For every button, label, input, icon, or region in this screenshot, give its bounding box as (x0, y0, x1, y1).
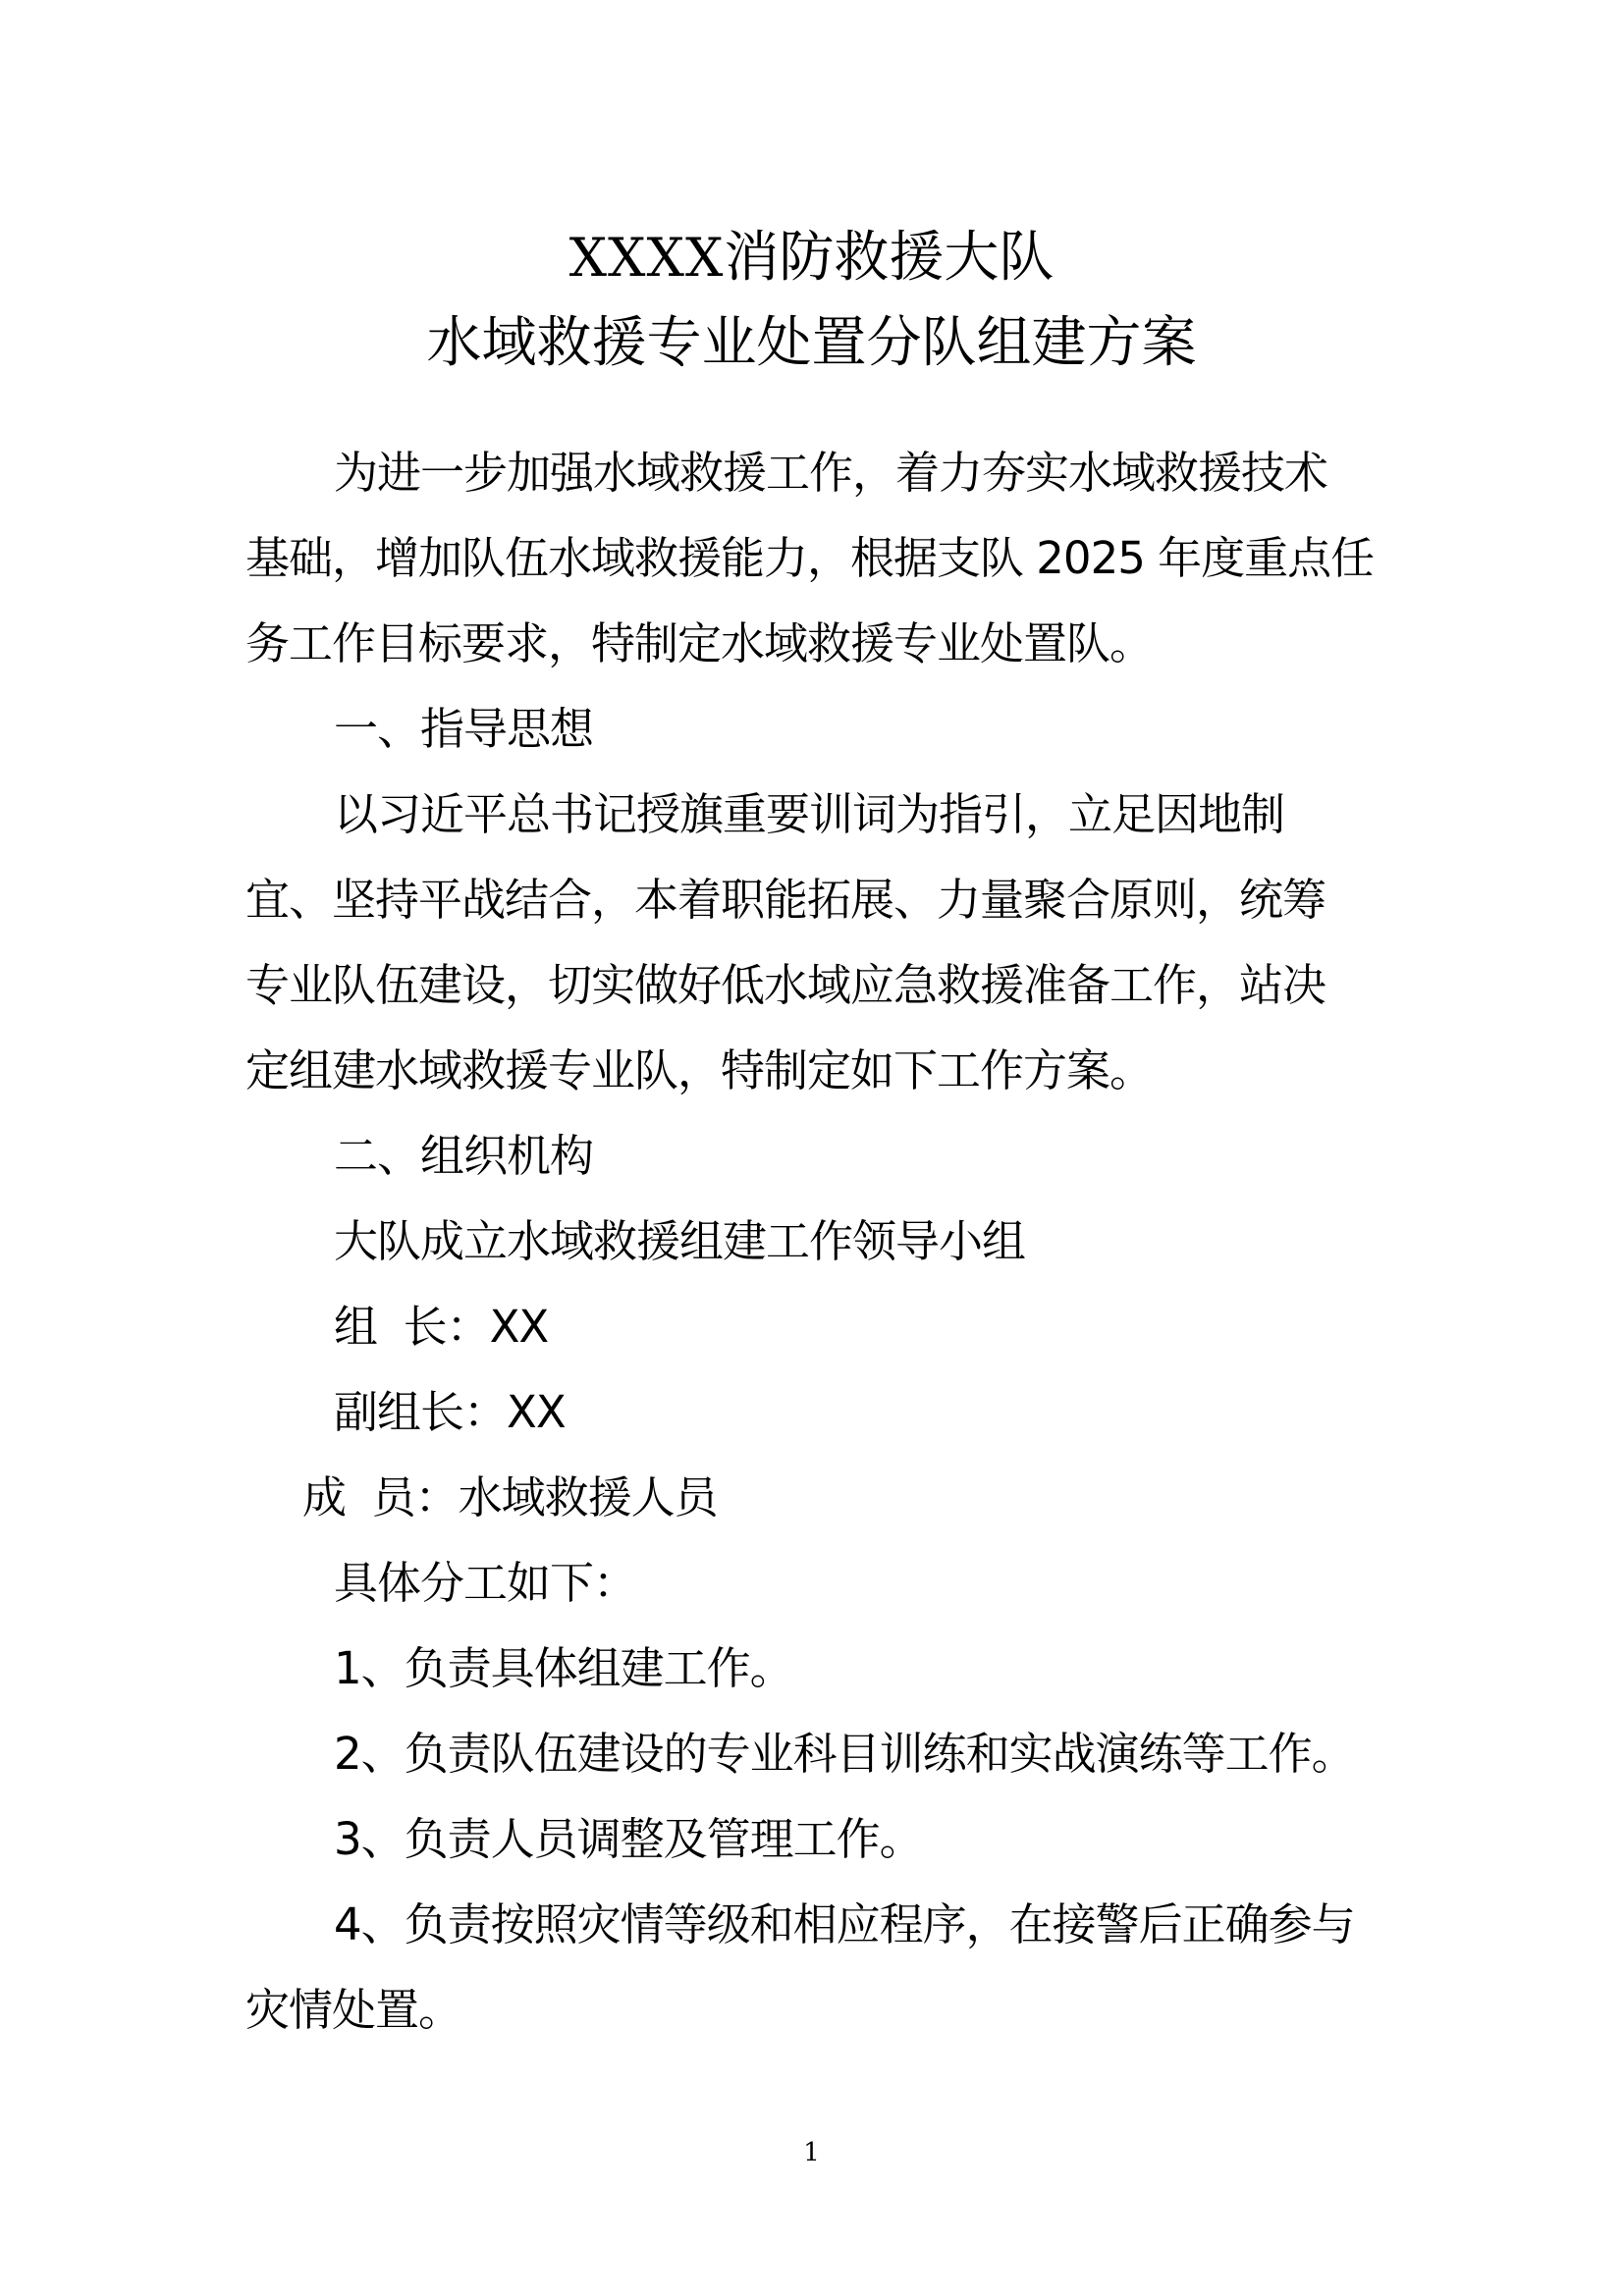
section1-line-4: 定组建水域救援专业队，特制定如下工作方案。 (245, 1044, 1154, 1096)
duty-item-4: 4、负责按照灾情等级和相应程序，在接警后正确参与 (334, 1898, 1355, 1950)
deputy-group-leader: 副组长：XX (334, 1386, 566, 1438)
title-unit-code: XXXX (568, 227, 725, 289)
section1-line-1: 以习近平总书记授旗重要训词为指引，立足因地制 (334, 788, 1285, 840)
intro-line-1: 为进一步加强水域救援工作，着力夯实水域救援技术 (334, 447, 1328, 499)
intro-line-2: 基础，增加队伍水域救援能力，根据支队 2025 年度重点任 (245, 532, 1375, 584)
duty-item-4-continuation: 灾情处置。 (245, 1984, 462, 2036)
leading-group-intro: 大队成立水域救援组建工作领导小组 (334, 1215, 1026, 1267)
document-title-line1 (0, 214, 1623, 302)
group-members: 成 员：水域救援人员 (302, 1471, 718, 1523)
duty-item-1: 1、负责具体组建工作。 (334, 1642, 793, 1694)
section1-line-3: 专业队伍建设，切实做好低水域应急救援准备工作，站决 (245, 959, 1326, 1011)
duty-item-2: 2、负责队伍建设的专业科目训练和实战演练等工作。 (334, 1728, 1355, 1780)
section2-heading: 二、组织机构 (334, 1130, 594, 1182)
intro-line-3: 务工作目标要求，特制定水域救援专业处置队。 (245, 617, 1154, 669)
section1-heading: 一、指导思想 (334, 703, 594, 755)
group-leader: 组 长：XX (334, 1301, 549, 1353)
page-number: 1 (803, 2138, 820, 2167)
duty-item-3: 3、负责人员调整及管理工作。 (334, 1813, 923, 1865)
section1-line-2: 宜、坚持平战结合，本着职能拓展、力量聚合原则，统筹 (245, 874, 1326, 926)
title-unit-name: 消防救援大队 (724, 226, 1055, 290)
division-intro: 具体分工如下： (334, 1557, 637, 1609)
document-title-line2: 水域救援专业处置分队组建方案 (426, 311, 1197, 375)
